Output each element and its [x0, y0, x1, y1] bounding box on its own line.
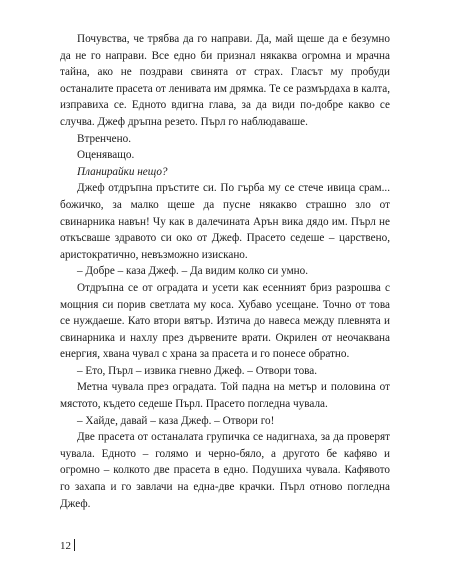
paragraph: Отдръпна се от оградата и усети как есенният бриз разрошва с мощния си порив светлата му коса. Хубаво усещане. Точно от това се нуждаеше. Като втори вятър. Изтича до навеса между плевнята и свинарника и нахлу през дървените врати. Окрилен от неочаквана енергия, хвана чувал с храна за прасета и го понесе обратно. [60, 281, 390, 361]
paragraph: – Добре – каза Джеф. – Да видим колко си умно. [77, 265, 309, 278]
paragraph: Почувства, че трябва да го направи. Да, май щеше да е безумно да не го направи. Все едно би признал някаква огромна и мрачна тайна, ако не поздрави свинята от страх. Гласът му пробуди останалите прасета от ленивата им дрямка. Те се размърдаха в калта, изправиха се. Едното вдигна глава, за да види по-добре какво се случва. Джеф дръпна резето. Пърл го наблюдаваше. [60, 33, 390, 128]
body-text [60, 31, 390, 512]
paragraph: Две прасета от останалата групичка се надигнаха, за да проверят чувала. Едното – голямо и черно-бяло, а другото бе кафяво и огромно – колкото две прасета в едно. Подушиха чувала. Кафявото го захапа и го завлачи на една-две крачки. Пърл отново погледна Джеф. [60, 431, 390, 510]
paragraph: Втренчено. [77, 132, 132, 145]
paragraph-italic: Планирайки нещо? [77, 165, 168, 178]
paragraph: – Ето, Пърл – извика гневно Джеф. – Отвори това. [77, 364, 318, 377]
paragraph: – Хайде, давай – каза Джеф. – Отвори го! [77, 414, 275, 427]
page-number-footer [60, 539, 75, 553]
paragraph: Оценяващо. [77, 149, 135, 162]
paragraph: Метна чувала през оградата. Той падна на метър и половина от мястото, където седеше Пърл. Прасето погледна чувала. [60, 381, 390, 411]
paragraph: Джеф отдръпна пръстите си. По гърба му се стече ивица срам... божичко, за малко щеше да пусне някакво страшно зло от свинарника навън! Чу как в далечината Арън вика дядо им. Пърл не откъсваше здравото си око от Джеф. Прасето седеше – царствено, аристократично, невъзможно изискано. [60, 182, 390, 261]
page-number: 12 [60, 540, 71, 552]
folio-divider [74, 539, 75, 551]
